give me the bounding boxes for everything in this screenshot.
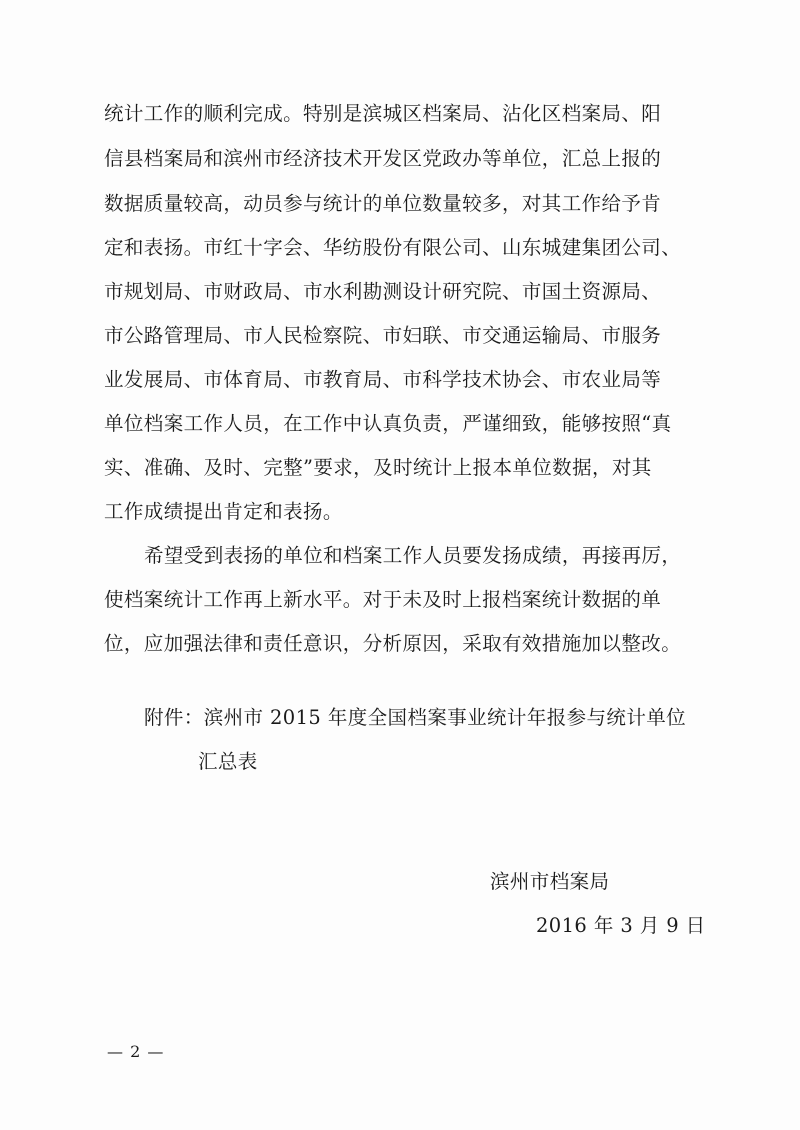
body-line: 业发展局、市体育局、市教育局、市科学技术协会、市农业局等 [104, 368, 662, 391]
page-number: — 2 — [107, 1042, 165, 1061]
body-line: 定和表扬。市红十字会、华纺股份有限公司、山东城建集团公司、 [104, 236, 682, 259]
attachment-line-continued: 汇总表 [198, 750, 258, 773]
body-line: 数据质量较高，动员参与统计的单位数量较多，对其工作给予肯 [104, 192, 662, 215]
signature-organization: 滨州市档案局 [490, 870, 610, 893]
body-line: 统计工作的顺利完成。特别是滨城区档案局、沾化区档案局、阳 [104, 102, 662, 125]
body-line: 市公路管理局、市人民检察院、市妇联、市交通运输局、市服务 [104, 324, 662, 347]
body-line: 位，应加强法律和责任意识，分析原因，采取有效措施加以整改。 [104, 632, 682, 655]
body-line: 使档案统计工作再上新水平。对于未及时上报档案统计数据的单 [104, 588, 662, 611]
body-line: 实、准确、及时、完整”要求，及时统计上报本单位数据，对其 [104, 456, 652, 479]
body-line: 信县档案局和滨州市经济技术开发区党政办等单位，汇总上报的 [104, 147, 662, 170]
body-line: 市规划局、市财政局、市水利勘测设计研究院、市国土资源局、 [104, 280, 662, 303]
attachment-line: 附件：滨州市 2015 年度全国档案事业统计年报参与统计单位 [144, 706, 687, 729]
body-line: 希望受到表扬的单位和档案工作人员要发扬成绩，再接再厉， [144, 544, 682, 567]
signature-date: 2016 年 3 月 9 日 [536, 914, 706, 937]
body-line: 单位档案工作人员，在工作中认真负责，严谨细致，能够按照“真 [104, 412, 672, 435]
body-line: 工作成绩提出肯定和表扬。 [104, 500, 343, 523]
